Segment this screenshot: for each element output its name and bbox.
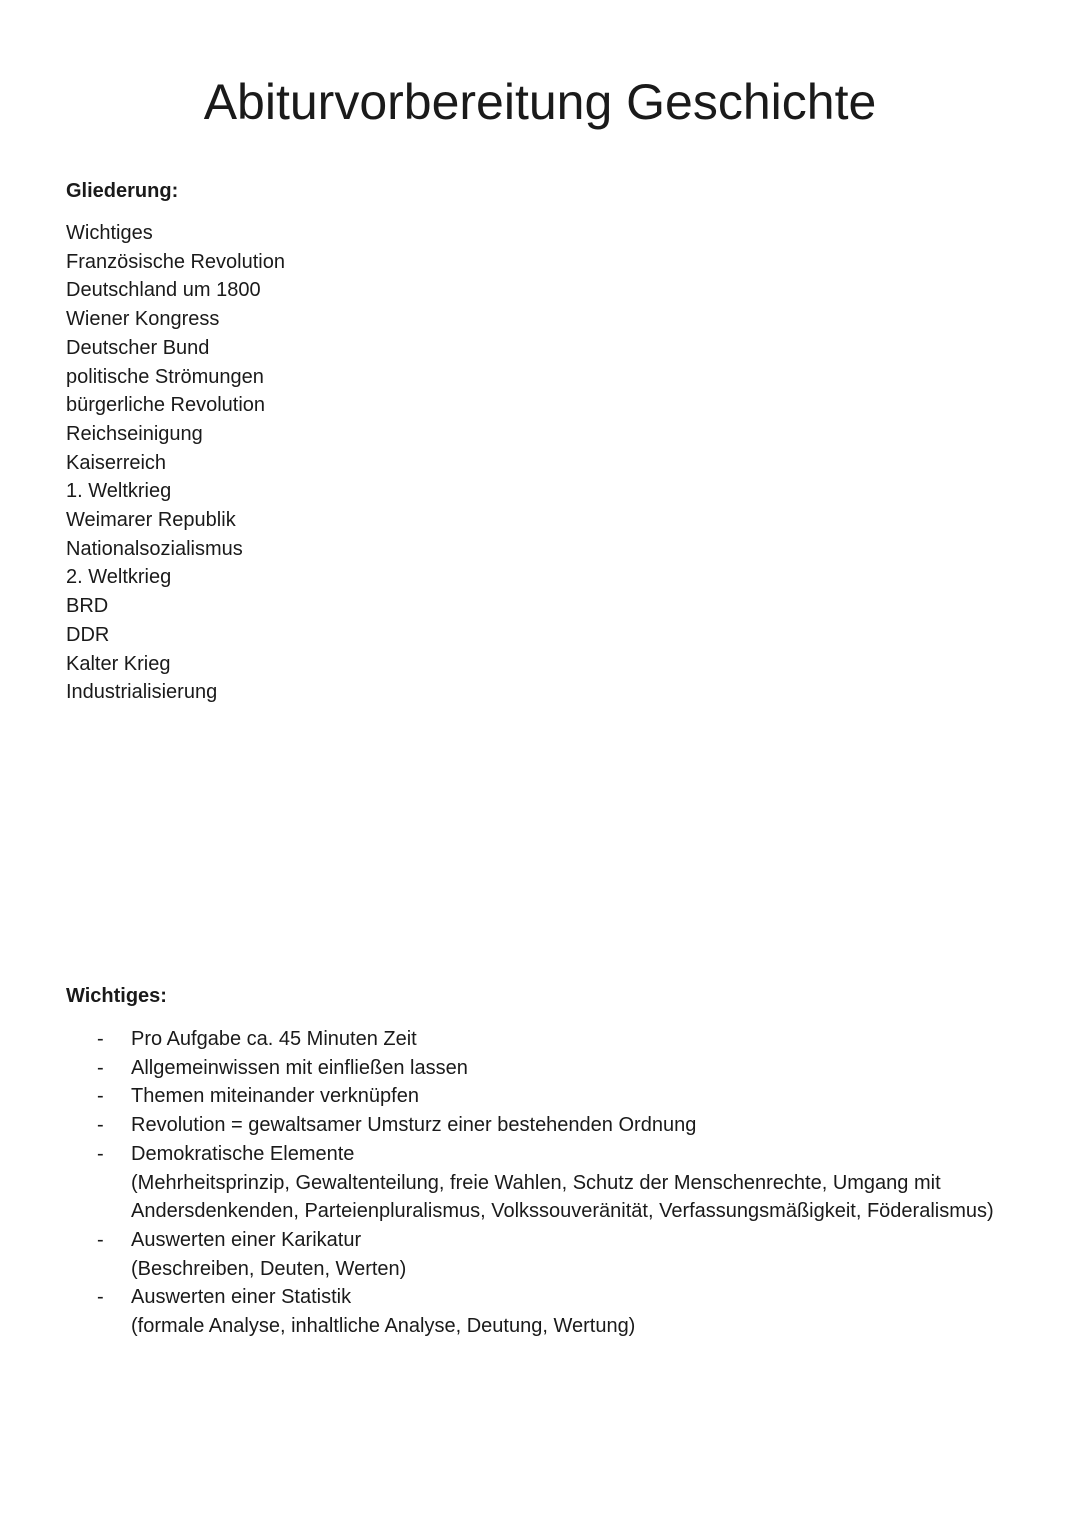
toc-list (66, 219, 285, 707)
toc-item: Kalter Krieg (66, 652, 171, 675)
list-item (95, 1226, 1055, 1283)
toc-item: BRD (66, 595, 109, 618)
wichtiges-heading: Wichtiges: (66, 985, 167, 1007)
bullet-dash: - (97, 1028, 104, 1050)
list-item-text: Auswerten einer Karikatur (131, 1228, 362, 1251)
bullet-dash: - (97, 1142, 104, 1165)
list-item-text: Auswerten einer Statistik (131, 1286, 352, 1309)
list-item (95, 1140, 1055, 1226)
list-item-detail: (formale Analyse, inhaltliche Analyse, Deutung, Wertung) (131, 1315, 636, 1338)
toc-item: Nationalsozialismus (66, 537, 243, 560)
page-title: Abiturvorbereitung Geschichte (203, 74, 877, 130)
list-item-detail: (Beschreiben, Deuten, Werten) (131, 1257, 407, 1280)
bullet-dash: - (97, 1114, 104, 1137)
toc-heading: Gliederung: (66, 180, 179, 202)
toc-item: Reichseinigung (66, 422, 203, 445)
toc-item: Deutschland um 1800 (66, 279, 261, 302)
bullet-dash: - (97, 1085, 104, 1108)
toc-item: 1. Weltkrieg (66, 480, 172, 503)
bullet-dash: - (97, 1056, 104, 1079)
list-item (95, 1082, 1055, 1111)
toc-item: Weimarer Republik (66, 509, 236, 532)
bullet-dash: - (97, 1286, 104, 1309)
bullet-dash: - (97, 1228, 104, 1251)
list-item-text: Revolution = gewaltsamer Umsturz einer bestehenden Ordnung (131, 1114, 697, 1137)
toc-item: Französische Revolution (66, 250, 285, 273)
list-item-text: Themen miteinander verknüpfen (131, 1085, 419, 1108)
toc-item: Wiener Kongress (66, 308, 220, 331)
toc-item: Wichtiges (66, 222, 153, 244)
list-item-detail: (Mehrheitsprinzip, Gewaltenteilung, freie Wahlen, Schutz der Menschenrechte, Umgang mit (131, 1171, 941, 1194)
list-item-text: Allgemeinwissen mit einfließen lassen (131, 1056, 468, 1079)
toc-item: DDR (66, 623, 110, 646)
list-item-text: Demokratische Elemente (131, 1142, 355, 1165)
list-item (95, 1025, 1055, 1054)
list-item-text: Pro Aufgabe ca. 45 Minuten Zeit (131, 1028, 417, 1050)
list-item (95, 1283, 1055, 1340)
toc-item: Deutscher Bund (66, 336, 210, 359)
list-item-detail: Andersdenkenden, Parteienpluralismus, Volkssouveränität, Verfassungsmäßigkeit, Föderalismus) (131, 1200, 994, 1223)
toc-item: 2. Weltkrieg (66, 566, 172, 589)
list-item (95, 1111, 1055, 1140)
list-item (95, 1054, 1055, 1083)
toc-item: politische Strömungen (66, 365, 264, 388)
wichtiges-list (95, 1025, 1055, 1341)
toc-item: bürgerliche Revolution (66, 394, 266, 417)
toc-item: Industrialisierung (66, 681, 218, 704)
toc-item: Kaiserreich (66, 451, 167, 474)
